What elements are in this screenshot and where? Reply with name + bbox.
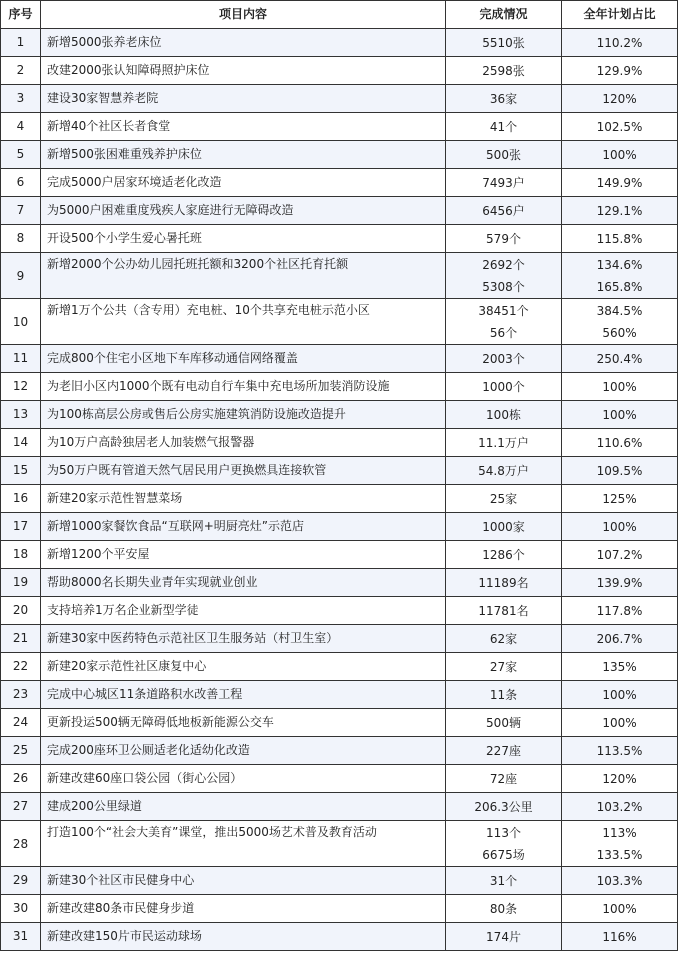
row-result-value: 38451个 — [478, 303, 529, 318]
row-result-value: 1000家 — [482, 519, 525, 534]
row-ratio — [562, 867, 678, 895]
row-ratio-value: 103.3% — [596, 873, 643, 888]
row-content: 支持培养1万名企业新型学徒 — [41, 597, 446, 625]
table-row — [1, 373, 678, 401]
row-ratio — [562, 253, 678, 299]
table-row — [1, 653, 678, 681]
row-ratio — [562, 895, 678, 923]
table-row — [1, 867, 678, 895]
row-number: 30 — [1, 895, 41, 923]
row-result-value: 579个 — [486, 231, 521, 246]
table-row — [1, 737, 678, 765]
row-number: 12 — [1, 373, 41, 401]
row-number: 9 — [1, 253, 41, 299]
table-row — [1, 113, 678, 141]
row-number: 26 — [1, 765, 41, 793]
row-content: 建设30家智慧养老院 — [41, 85, 446, 113]
row-result-value: 5308个 — [482, 279, 525, 294]
row-content: 新建30家中医药特色示范社区卫生服务站（村卫生室） — [41, 625, 446, 653]
table-row — [1, 923, 678, 951]
row-content: 打造100个“社会大美育”课堂，推出5000场艺术普及教育活动 — [41, 821, 446, 867]
row-number: 13 — [1, 401, 41, 429]
row-result-value: 500辆 — [486, 715, 521, 730]
table-row — [1, 345, 678, 373]
header-content: 项目内容 — [41, 1, 446, 29]
row-ratio-value: 125% — [602, 491, 637, 506]
row-number: 16 — [1, 485, 41, 513]
table-row — [1, 821, 678, 867]
row-number: 5 — [1, 141, 41, 169]
row-ratio — [562, 345, 678, 373]
row-number: 4 — [1, 113, 41, 141]
row-ratio — [562, 57, 678, 85]
row-content: 完成5000户居家环境适老化改造 — [41, 169, 446, 197]
row-ratio — [562, 653, 678, 681]
row-result — [446, 709, 562, 737]
row-number: 25 — [1, 737, 41, 765]
row-ratio-value: 384.5% — [596, 303, 643, 318]
row-result — [446, 299, 562, 345]
row-number: 10 — [1, 299, 41, 345]
row-ratio-value: 103.2% — [596, 799, 643, 814]
table-row — [1, 485, 678, 513]
row-content: 建成200公里绿道 — [41, 793, 446, 821]
row-result-value: 206.3公里 — [474, 799, 533, 814]
row-result — [446, 653, 562, 681]
row-ratio — [562, 197, 678, 225]
table-row — [1, 429, 678, 457]
row-ratio-value: 129.9% — [596, 63, 643, 78]
row-ratio-value: 135% — [602, 659, 637, 674]
row-ratio-value: 109.5% — [596, 463, 643, 478]
row-number: 22 — [1, 653, 41, 681]
table-row — [1, 225, 678, 253]
row-result — [446, 681, 562, 709]
row-result-value: 27家 — [489, 659, 518, 674]
row-ratio — [562, 85, 678, 113]
row-result-value: 11条 — [489, 687, 518, 702]
row-result — [446, 457, 562, 485]
row-ratio-value: 110.2% — [596, 35, 643, 50]
row-ratio — [562, 625, 678, 653]
row-ratio — [562, 29, 678, 57]
row-result-value: 11.1万户 — [478, 435, 529, 450]
row-result-value: 174片 — [486, 929, 521, 944]
row-result-value: 6456户 — [482, 203, 525, 218]
table-row — [1, 895, 678, 923]
row-result-value: 11189名 — [478, 575, 529, 590]
table-row — [1, 541, 678, 569]
row-content: 新增40个社区长者食堂 — [41, 113, 446, 141]
row-ratio-value: 560% — [602, 325, 637, 340]
row-number: 21 — [1, 625, 41, 653]
row-result — [446, 541, 562, 569]
row-ratio — [562, 513, 678, 541]
row-number: 27 — [1, 793, 41, 821]
table-row — [1, 29, 678, 57]
row-result-value: 80条 — [489, 901, 518, 916]
row-ratio — [562, 681, 678, 709]
row-result — [446, 429, 562, 457]
row-content: 完成中心城区11条道路积水改善工程 — [41, 681, 446, 709]
row-ratio-value: 107.2% — [596, 547, 643, 562]
row-result — [446, 485, 562, 513]
row-ratio — [562, 225, 678, 253]
row-result-value: 5510张 — [482, 35, 525, 50]
row-number: 6 — [1, 169, 41, 197]
row-number: 28 — [1, 821, 41, 867]
row-result — [446, 765, 562, 793]
row-result-value: 11781名 — [478, 603, 529, 618]
row-ratio-value: 120% — [602, 771, 637, 786]
row-content: 开设500个小学生爱心暑托班 — [41, 225, 446, 253]
row-ratio — [562, 485, 678, 513]
row-ratio — [562, 401, 678, 429]
row-number: 20 — [1, 597, 41, 625]
row-ratio — [562, 597, 678, 625]
row-number: 29 — [1, 867, 41, 895]
row-ratio — [562, 821, 678, 867]
row-content: 为10万户高龄独居老人加装燃气报警器 — [41, 429, 446, 457]
row-content: 新建20家示范性社区康复中心 — [41, 653, 446, 681]
row-number: 8 — [1, 225, 41, 253]
row-result-value: 1000个 — [482, 379, 525, 394]
row-ratio-value: 139.9% — [596, 575, 643, 590]
table-row — [1, 197, 678, 225]
row-result-value: 56个 — [489, 325, 518, 340]
row-ratio — [562, 299, 678, 345]
row-result — [446, 141, 562, 169]
header-number: 序号 — [1, 1, 41, 29]
row-content: 完成800个住宅小区地下车库移动通信网络覆盖 — [41, 345, 446, 373]
row-result — [446, 169, 562, 197]
row-number: 3 — [1, 85, 41, 113]
row-content: 更新投运500辆无障碍低地板新能源公交车 — [41, 709, 446, 737]
table-row — [1, 793, 678, 821]
row-result-value: 1286个 — [482, 547, 525, 562]
table-row — [1, 141, 678, 169]
row-result-value: 54.8万户 — [478, 463, 529, 478]
row-ratio-value: 100% — [602, 901, 637, 916]
row-ratio — [562, 737, 678, 765]
header-ratio: 全年计划占比 — [562, 1, 678, 29]
table-row — [1, 625, 678, 653]
header-result: 完成情况 — [446, 1, 562, 29]
row-result-value: 6675场 — [482, 847, 525, 862]
row-result — [446, 345, 562, 373]
table-row — [1, 569, 678, 597]
row-content: 改建2000张认知障碍照护床位 — [41, 57, 446, 85]
row-number: 1 — [1, 29, 41, 57]
row-result-value: 2692个 — [482, 257, 525, 272]
row-result — [446, 895, 562, 923]
row-ratio — [562, 923, 678, 951]
row-ratio-value: 115.8% — [596, 231, 643, 246]
row-ratio — [562, 169, 678, 197]
row-content: 新增500张困难重残养护床位 — [41, 141, 446, 169]
table-row — [1, 401, 678, 429]
row-result-value: 25家 — [489, 491, 518, 506]
row-result — [446, 625, 562, 653]
row-content: 新增5000张养老床位 — [41, 29, 446, 57]
row-result — [446, 737, 562, 765]
header-row — [1, 1, 678, 29]
row-result — [446, 57, 562, 85]
row-content: 新增1万个公共（含专用）充电桩、10个共享充电桩示范小区 — [41, 299, 446, 345]
row-number: 31 — [1, 923, 41, 951]
row-number: 15 — [1, 457, 41, 485]
row-ratio-value: 134.6% — [596, 257, 643, 272]
row-number: 18 — [1, 541, 41, 569]
row-number: 14 — [1, 429, 41, 457]
row-content: 新建改建60座口袋公园（街心公园） — [41, 765, 446, 793]
row-ratio-value: 100% — [602, 687, 637, 702]
row-result — [446, 85, 562, 113]
row-result — [446, 29, 562, 57]
row-result — [446, 253, 562, 299]
table-row — [1, 709, 678, 737]
row-result — [446, 197, 562, 225]
table-row — [1, 597, 678, 625]
row-content: 为50万户既有管道天然气居民用户更换燃具连接软管 — [41, 457, 446, 485]
row-content: 完成200座环卫公厕适老化适幼化改造 — [41, 737, 446, 765]
row-result — [446, 867, 562, 895]
row-result-value: 227座 — [486, 743, 521, 758]
row-ratio-value: 133.5% — [596, 847, 643, 862]
table-row — [1, 513, 678, 541]
row-result — [446, 373, 562, 401]
row-ratio-value: 100% — [602, 407, 637, 422]
row-ratio-value: 100% — [602, 379, 637, 394]
row-result-value: 500张 — [486, 147, 521, 162]
row-ratio — [562, 541, 678, 569]
row-result-value: 72座 — [489, 771, 518, 786]
row-result-value: 41个 — [489, 119, 518, 134]
row-ratio — [562, 113, 678, 141]
row-result — [446, 401, 562, 429]
row-number: 7 — [1, 197, 41, 225]
row-content: 新建30个社区市民健身中心 — [41, 867, 446, 895]
table-row — [1, 457, 678, 485]
row-ratio-value: 206.7% — [596, 631, 643, 646]
row-content: 新增1000家餐饮食品“互联网+明厨亮灶”示范店 — [41, 513, 446, 541]
row-content: 为老旧小区内1000个既有电动自行车集中充电场所加装消防设施 — [41, 373, 446, 401]
row-result-value: 100栋 — [486, 407, 521, 422]
row-number: 24 — [1, 709, 41, 737]
row-result-value: 36家 — [489, 91, 518, 106]
row-ratio — [562, 141, 678, 169]
row-result — [446, 513, 562, 541]
row-result — [446, 225, 562, 253]
row-number: 19 — [1, 569, 41, 597]
row-ratio-value: 100% — [602, 519, 637, 534]
row-content: 新增1200个平安屋 — [41, 541, 446, 569]
table-row — [1, 681, 678, 709]
row-number: 2 — [1, 57, 41, 85]
row-content: 新建改建80条市民健身步道 — [41, 895, 446, 923]
row-ratio-value: 129.1% — [596, 203, 643, 218]
row-ratio-value: 110.6% — [596, 435, 643, 450]
table-row — [1, 57, 678, 85]
row-content: 新增2000个公办幼儿园托班托额和3200个社区托育托额 — [41, 253, 446, 299]
row-result-value: 62家 — [489, 631, 518, 646]
row-result-value: 2003个 — [482, 351, 525, 366]
row-ratio-value: 100% — [602, 147, 637, 162]
row-ratio-value: 113.5% — [596, 743, 643, 758]
row-ratio-value: 120% — [602, 91, 637, 106]
row-ratio-value: 116% — [602, 929, 637, 944]
table-row — [1, 299, 678, 345]
row-result-value: 7493户 — [482, 175, 525, 190]
row-result — [446, 821, 562, 867]
row-result — [446, 923, 562, 951]
row-content: 新建改建150片市民运动球场 — [41, 923, 446, 951]
table-row — [1, 85, 678, 113]
row-result — [446, 113, 562, 141]
row-content: 帮助8000名长期失业青年实现就业创业 — [41, 569, 446, 597]
row-number: 23 — [1, 681, 41, 709]
row-result — [446, 793, 562, 821]
row-ratio-value: 165.8% — [596, 279, 643, 294]
row-result — [446, 569, 562, 597]
row-result-value: 31个 — [489, 873, 518, 888]
row-ratio — [562, 373, 678, 401]
row-ratio-value: 250.4% — [596, 351, 643, 366]
row-content: 为100栋高层公房或售后公房实施建筑消防设施改造提升 — [41, 401, 446, 429]
row-ratio — [562, 429, 678, 457]
row-ratio — [562, 793, 678, 821]
row-ratio-value: 149.9% — [596, 175, 643, 190]
row-ratio-value: 102.5% — [596, 119, 643, 134]
row-number: 11 — [1, 345, 41, 373]
table-row — [1, 765, 678, 793]
row-ratio — [562, 709, 678, 737]
row-result — [446, 597, 562, 625]
row-ratio — [562, 457, 678, 485]
row-ratio-value: 113% — [602, 825, 637, 840]
table-row — [1, 169, 678, 197]
row-result-value: 113个 — [486, 825, 521, 840]
row-result-value: 2598张 — [482, 63, 525, 78]
row-content: 新建20家示范性智慧菜场 — [41, 485, 446, 513]
table-row — [1, 253, 678, 299]
row-content: 为5000户困难重度残疾人家庭进行无障碍改造 — [41, 197, 446, 225]
row-ratio-value: 117.8% — [596, 603, 643, 618]
row-ratio — [562, 765, 678, 793]
row-ratio-value: 100% — [602, 715, 637, 730]
row-ratio — [562, 569, 678, 597]
row-number: 17 — [1, 513, 41, 541]
